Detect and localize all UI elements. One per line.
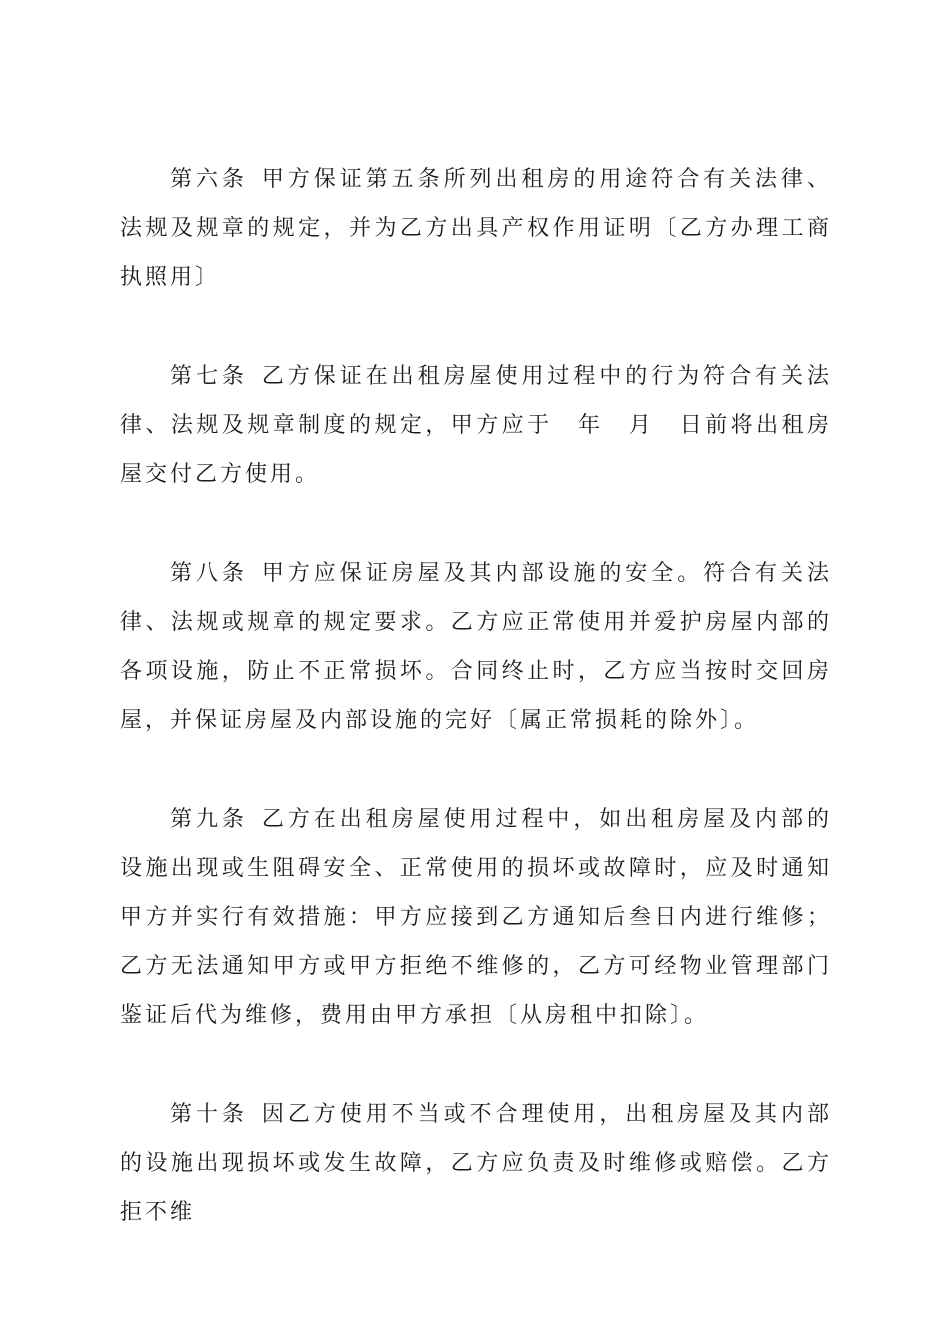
- document-body: [120, 155, 832, 1237]
- article-9: [120, 795, 832, 1040]
- article-text: 乙方保证在出租房屋使用过程中的行为符合有关法律、法规及规章制度的规定，甲方应于 年 月 日前将出租房屋交付乙方使用。: [120, 364, 832, 487]
- article-number: 第八条: [170, 561, 248, 586]
- article-text: 甲方保证第五条所列出租房的用途符合有关法律、法规及规章的规定，并为乙方出具产权作用证明〔乙方办理工商执照用〕: [120, 167, 832, 290]
- article-number: 第九条: [170, 807, 248, 832]
- article-7: [120, 352, 832, 499]
- article-text: 甲方应保证房屋及其内部设施的安全。符合有关法律、法规或规章的规定要求。乙方应正常使用并爱护房屋内部的各项设施，防止不正常损坏。合同终止时，乙方应当按时交回房屋，并保证房屋及内部设施的完好〔属正常损耗的除外〕。: [120, 561, 832, 733]
- article-text: 因乙方使用不当或不合理使用，出租房屋及其内部的设施出现损坏或发生故障，乙方应负责及时维修或赔偿。乙方拒不维: [120, 1102, 832, 1225]
- article-6: [120, 155, 832, 302]
- article-10: [120, 1090, 832, 1237]
- article-number: 第六条: [170, 167, 248, 192]
- article-text: 乙方在出租房屋使用过程中，如出租房屋及内部的设施出现或生阻碍安全、正常使用的损坏或故障时，应及时通知甲方并实行有效措施：甲方应接到乙方通知后叁日内进行维修；乙方无法通知甲方或甲方拒绝不维修的，乙方可经物业管理部门鉴证后代为维修，费用由甲方承担〔从房租中扣除〕。: [120, 807, 832, 1028]
- article-number: 第十条: [170, 1102, 248, 1127]
- article-8: [120, 549, 832, 745]
- article-number: 第七条: [170, 364, 248, 389]
